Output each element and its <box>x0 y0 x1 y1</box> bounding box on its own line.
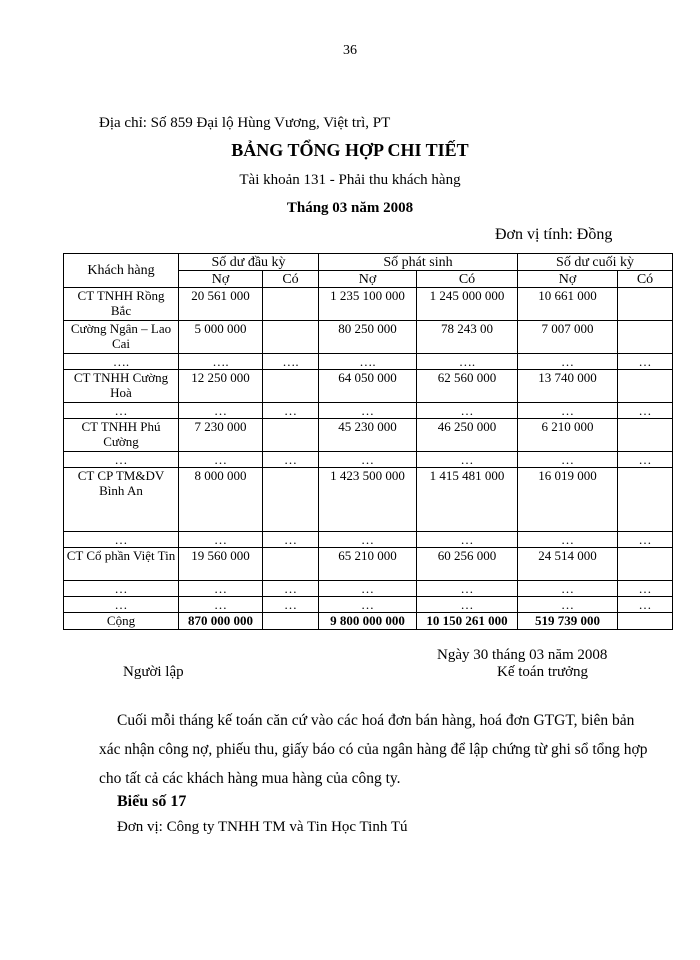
closing-debit-cell: … <box>518 597 618 613</box>
table-row <box>64 354 673 370</box>
movement-credit-cell: … <box>417 581 518 597</box>
total-opening-credit <box>263 613 319 630</box>
customer-cell: … <box>64 403 179 419</box>
movement-credit-cell: 46 250 000 <box>417 419 518 452</box>
table-row <box>64 321 673 354</box>
opening-debit-cell: 19 560 000 <box>179 548 263 581</box>
header-credit: Có <box>618 271 673 288</box>
table-row <box>64 452 673 468</box>
body-paragraph <box>99 706 659 793</box>
closing-debit-cell: 10 661 000 <box>518 288 618 321</box>
opening-debit-cell: 20 561 000 <box>179 288 263 321</box>
preparer-label: Người lập <box>123 664 184 680</box>
customer-cell: … <box>64 452 179 468</box>
table-row <box>64 532 673 548</box>
header-movement: Số phát sinh <box>319 254 518 271</box>
opening-debit-cell: … <box>179 597 263 613</box>
closing-debit-cell: … <box>518 354 618 370</box>
closing-credit-cell <box>618 468 673 532</box>
movement-debit-cell: 1 235 100 000 <box>319 288 417 321</box>
customer-cell: … <box>64 597 179 613</box>
currency-unit: Đơn vị tính: Đồng <box>495 226 613 243</box>
opening-credit-cell: …. <box>263 354 319 370</box>
closing-debit-cell: 24 514 000 <box>518 548 618 581</box>
movement-debit-cell: 1 423 500 000 <box>319 468 417 532</box>
closing-credit-cell <box>618 370 673 403</box>
opening-credit-cell <box>263 548 319 581</box>
movement-debit-cell: … <box>319 403 417 419</box>
movement-credit-cell: 62 560 000 <box>417 370 518 403</box>
header-opening-balance: Số dư đầu kỳ <box>179 254 319 271</box>
movement-credit-cell: … <box>417 597 518 613</box>
opening-credit-cell: … <box>263 597 319 613</box>
customer-cell: Cường Ngân – Lao Cai <box>64 321 179 354</box>
table-row <box>64 419 673 452</box>
customer-cell: …. <box>64 354 179 370</box>
opening-credit-cell <box>263 419 319 452</box>
chief-accountant-label: Kế toán trưởng <box>497 664 589 680</box>
opening-credit-cell <box>263 321 319 354</box>
header-debit: Nợ <box>518 271 618 288</box>
movement-credit-cell: 1 245 000 000 <box>417 288 518 321</box>
closing-credit-cell <box>618 321 673 354</box>
closing-credit-cell: … <box>618 597 673 613</box>
closing-debit-cell: 6 210 000 <box>518 419 618 452</box>
movement-credit-cell: …. <box>417 354 518 370</box>
movement-credit-cell: 60 256 000 <box>417 548 518 581</box>
opening-debit-cell: …. <box>179 354 263 370</box>
movement-debit-cell: 80 250 000 <box>319 321 417 354</box>
total-movement-credit: 10 150 261 000 <box>417 613 518 630</box>
movement-debit-cell: … <box>319 581 417 597</box>
opening-debit-cell: 8 000 000 <box>179 468 263 532</box>
report-title: BẢNG TỔNG HỢP CHI TIẾT <box>231 140 469 160</box>
total-row <box>64 613 673 630</box>
header-debit: Nợ <box>179 271 263 288</box>
header-credit: Có <box>263 271 319 288</box>
closing-debit-cell: 13 740 000 <box>518 370 618 403</box>
movement-credit-cell: 1 415 481 000 <box>417 468 518 532</box>
receivables-summary-table <box>63 253 673 630</box>
opening-credit-cell <box>263 370 319 403</box>
opening-debit-cell: … <box>179 403 263 419</box>
closing-debit-cell: … <box>518 403 618 419</box>
closing-credit-cell: … <box>618 403 673 419</box>
movement-debit-cell: … <box>319 597 417 613</box>
table-row <box>64 403 673 419</box>
opening-credit-cell: … <box>263 532 319 548</box>
opening-credit-cell: … <box>263 403 319 419</box>
paragraph-text: Cuối mỗi tháng kế toán căn cứ vào các hoá đơn bán hàng, hoá đơn GTGT, biên bản xác nhận công nợ, phiếu thu, giấy báo có của ngân hàng để lập chứng từ ghi sổ tổng hợp cho tất cả các khách hàng mua hàng của công ty. <box>99 712 648 787</box>
total-movement-debit: 9 800 000 000 <box>319 613 417 630</box>
closing-debit-cell: … <box>518 581 618 597</box>
closing-debit-cell: … <box>518 532 618 548</box>
signature-date: Ngày 30 tháng 03 năm 2008 <box>437 647 608 663</box>
movement-debit-cell: 45 230 000 <box>319 419 417 452</box>
header-closing-balance: Số dư cuối kỳ <box>518 254 673 271</box>
movement-credit-cell: … <box>417 452 518 468</box>
closing-debit-cell: 7 007 000 <box>518 321 618 354</box>
table-row <box>64 597 673 613</box>
opening-credit-cell <box>263 288 319 321</box>
opening-debit-cell: 12 250 000 <box>179 370 263 403</box>
movement-credit-cell: … <box>417 403 518 419</box>
closing-credit-cell: … <box>618 452 673 468</box>
closing-credit-cell: … <box>618 354 673 370</box>
opening-debit-cell: … <box>179 452 263 468</box>
closing-debit-cell: 16 019 000 <box>518 468 618 532</box>
movement-debit-cell: 65 210 000 <box>319 548 417 581</box>
header-credit: Có <box>417 271 518 288</box>
movement-credit-cell: 78 243 00 <box>417 321 518 354</box>
closing-credit-cell: … <box>618 532 673 548</box>
opening-debit-cell: … <box>179 581 263 597</box>
closing-credit-cell <box>618 548 673 581</box>
customer-cell: CT Cổ phần Việt Tin <box>64 548 179 581</box>
customer-cell: CT TNHH Cường Hoà <box>64 370 179 403</box>
opening-credit-cell: … <box>263 452 319 468</box>
opening-credit-cell: … <box>263 581 319 597</box>
opening-debit-cell: … <box>179 532 263 548</box>
opening-debit-cell: 7 230 000 <box>179 419 263 452</box>
report-period: Tháng 03 năm 2008 <box>286 200 414 216</box>
closing-debit-cell: … <box>518 452 618 468</box>
movement-credit-cell: … <box>417 532 518 548</box>
total-opening-debit: 870 000 000 <box>179 613 263 630</box>
total-closing-credit <box>618 613 673 630</box>
closing-credit-cell: … <box>618 581 673 597</box>
customer-cell: CT TNHH Phú Cường <box>64 419 179 452</box>
customer-cell: CT CP TM&DV Bình An <box>64 468 179 532</box>
movement-debit-cell: …. <box>319 354 417 370</box>
movement-debit-cell: … <box>319 452 417 468</box>
table-row <box>64 468 673 532</box>
table-row <box>64 581 673 597</box>
table-row <box>64 548 673 581</box>
address-line: Địa chỉ: Số 859 Đại lộ Hùng Vương, Việt trì, PT <box>99 115 391 131</box>
table-row <box>64 370 673 403</box>
opening-credit-cell <box>263 468 319 532</box>
customer-cell: … <box>64 581 179 597</box>
customer-cell: … <box>64 532 179 548</box>
header-debit: Nợ <box>319 271 417 288</box>
table-row <box>64 288 673 321</box>
customer-cell: CT TNHH Rồng Bắc <box>64 288 179 321</box>
closing-credit-cell <box>618 419 673 452</box>
company-unit-line: Đơn vị: Công ty TNHH TM và Tin Học Tinh Tú <box>117 819 408 835</box>
closing-credit-cell <box>618 288 673 321</box>
total-label: Cộng <box>64 613 179 630</box>
account-subtitle: Tài khoản 131 - Phải thu khách hàng <box>239 172 461 188</box>
opening-debit-cell: 5 000 000 <box>179 321 263 354</box>
header-customer: Khách hàng <box>64 254 179 288</box>
movement-debit-cell: … <box>319 532 417 548</box>
movement-debit-cell: 64 050 000 <box>319 370 417 403</box>
total-closing-debit: 519 739 000 <box>518 613 618 630</box>
form-number-heading: Biểu số 17 <box>117 793 187 810</box>
page-number: 36 <box>343 43 357 58</box>
